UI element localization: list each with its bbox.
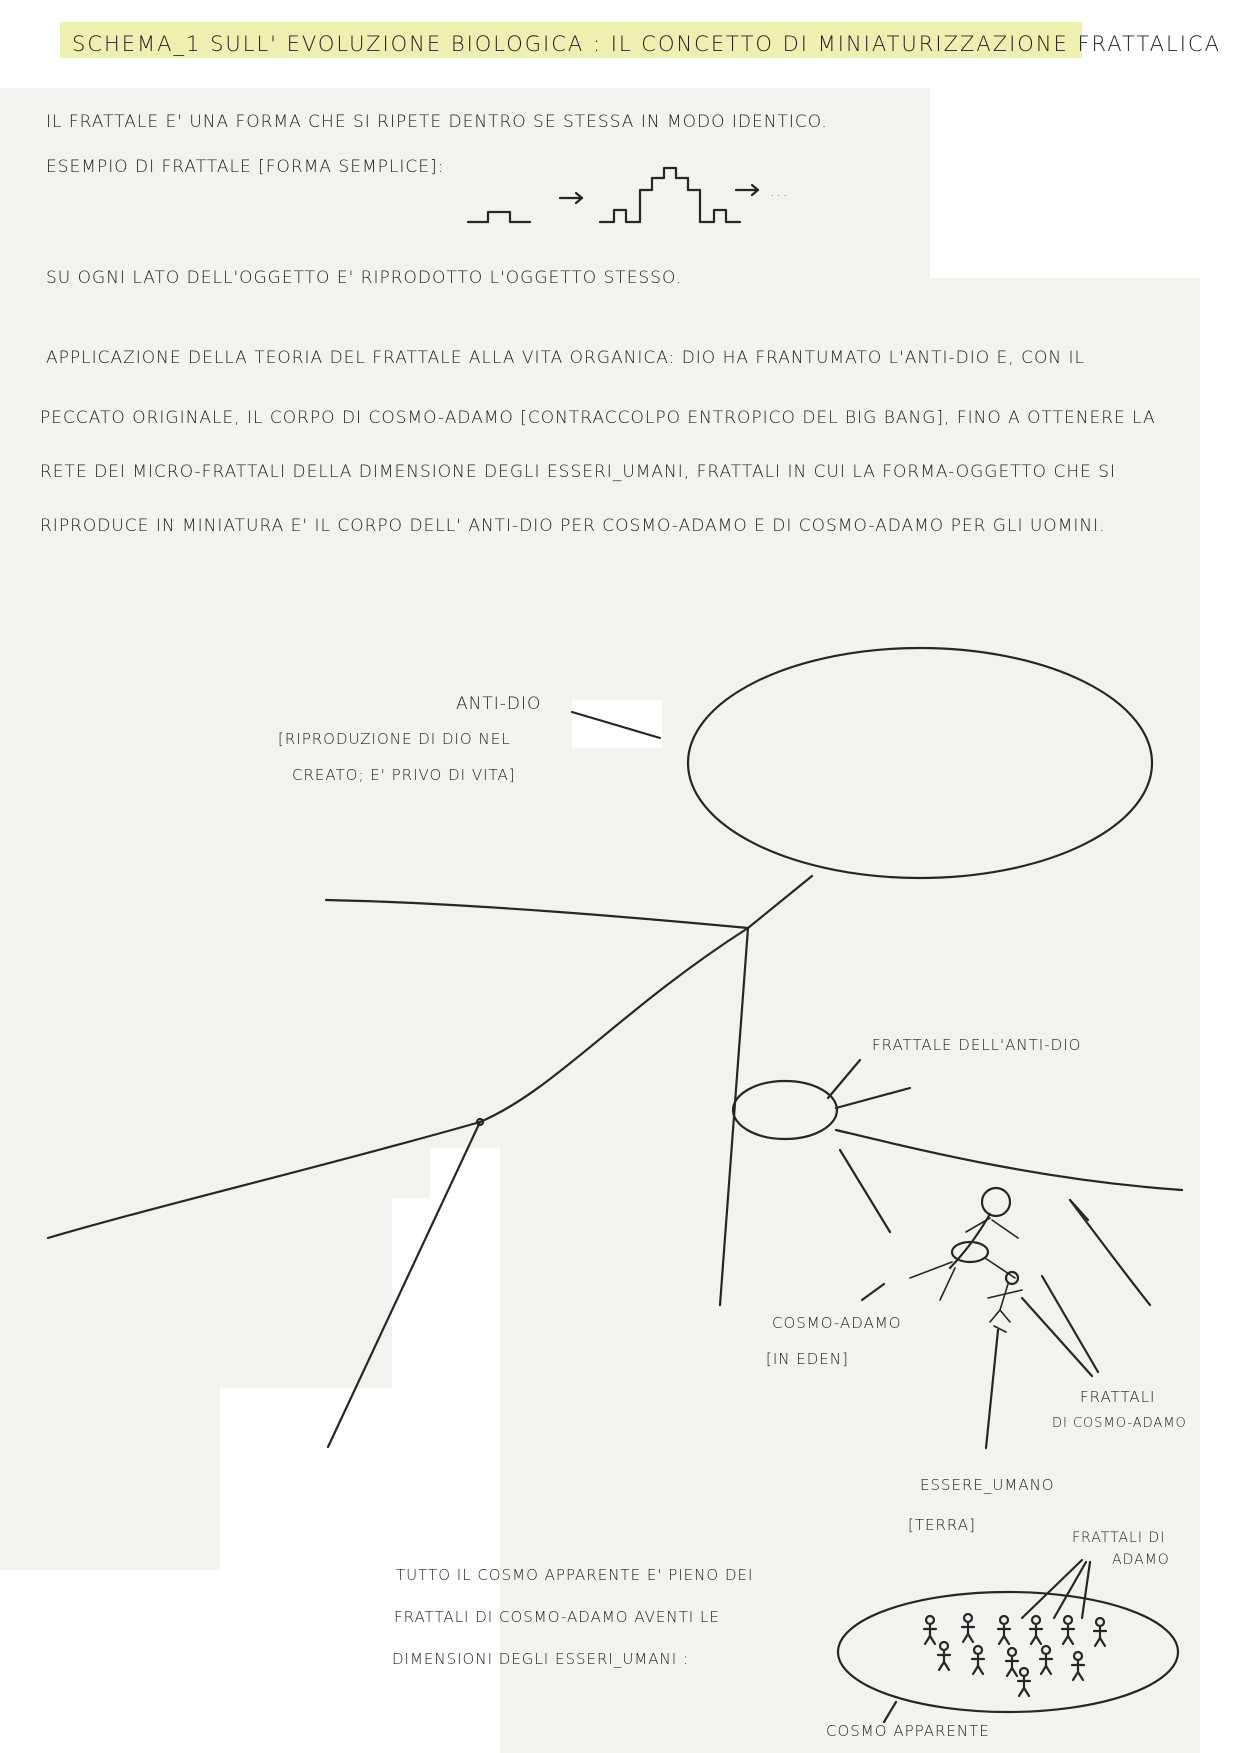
fractal-definition: IL FRATTALE E' UNA FORMA CHE SI RIPETE DENTRO SE STESSA IN MODO IDENTICO. [46, 112, 828, 132]
conclusion-line-1: TUTTO IL COSMO APPARENTE E' PIENO DEI [396, 1566, 754, 1584]
branch-long-diagonal [480, 928, 748, 1122]
fractals-cosmo-adamo-label-2: DI COSMO-ADAMO [1052, 1416, 1187, 1431]
stick-figure [1072, 1652, 1084, 1680]
stick-figure [1094, 1618, 1106, 1646]
cosmo-adamo-small-head [1006, 1272, 1018, 1284]
application-line-4: RIPRODUCE IN MINIATURA E' IL CORPO DELL' ANTI-DIO PER COSMO-ADAMO E DI COSMO-ADAMO PER GLI UOMINI. [40, 516, 1106, 536]
stick-figure [938, 1642, 950, 1670]
application-line-3: RETE DEI MICRO-FRATTALI DELLA DIMENSIONE DEGLI ESSERI_UMANI, FRATTALI IN CUI LA FORMA-OGGETTO CHE SI [40, 462, 1117, 482]
fractal-example-step-1 [468, 212, 530, 222]
stick-figure [1006, 1648, 1018, 1676]
anti-dio-ellipse [688, 648, 1152, 878]
fractals-cosmo-adamo-leader-1 [1042, 1276, 1098, 1372]
essere-umano-stem [986, 1330, 998, 1448]
cosmo-adamo-small-leg-2 [1000, 1310, 1010, 1322]
conclusion-line-2: FRATTALI DI COSMO-ADAMO AVENTI LE [394, 1608, 720, 1626]
fractals-adamo-label-1: FRATTALI DI [1072, 1530, 1166, 1546]
fractal-anti-dio-label: FRATTALE DELL'ANTI-DIO [872, 1036, 1082, 1054]
fractal-branch-right-top [836, 1088, 910, 1108]
fractal-side-note: SU OGNI LATO DELL'OGGETTO E' RIPRODOTTO L'OGGETTO STESSO. [46, 268, 683, 288]
essere-umano-label: ESSERE_UMANO [920, 1476, 1055, 1494]
stick-figure [998, 1616, 1010, 1644]
cosmo-adamo-tiny-mark [994, 1326, 1006, 1332]
cosmo-adamo-leader [862, 1284, 884, 1300]
fractal-example-step-2 [600, 168, 740, 222]
fractal-branch-right-stub [1070, 1200, 1088, 1220]
fractal-example-continuation: ... [770, 184, 790, 200]
anti-dio-desc-2: CREATO; E' PRIVO DI VITA] [292, 766, 516, 784]
stick-figure [1040, 1646, 1052, 1674]
cosmo-adamo-head [982, 1188, 1010, 1216]
cosmo-adamo-small-leg-1 [990, 1310, 1000, 1322]
cosmo-adamo-label: COSMO-ADAMO [772, 1314, 902, 1332]
fractals-adamo-leader-1 [1022, 1560, 1082, 1618]
fractal-branch-down [840, 1150, 890, 1232]
fractals-adamo-label-2: ADAMO [1112, 1552, 1170, 1568]
conclusion-line-3: DIMENSIONI DEGLI ESSERI_UMANI : [392, 1650, 689, 1668]
fractals-cosmo-adamo-leader-2 [1022, 1298, 1092, 1376]
application-line-1: APPLICAZIONE DELLA TEORIA DEL FRATTALE ALLA VITA ORGANICA: DIO HA FRANTUMATO L'ANTI-DIO E, CON IL [46, 348, 1085, 368]
stick-figure [972, 1646, 984, 1674]
stick-figure [962, 1614, 974, 1642]
fractal-anti-dio-leader [828, 1060, 860, 1098]
branch-upper-left [326, 900, 748, 928]
anti-dio-desc-1: [RIPRODUZIONE DI DIO NEL [278, 730, 511, 748]
anti-dio-leader [572, 712, 660, 738]
branch-lower-left [48, 1122, 480, 1238]
cosmo-apparente-label: COSMO APPARENTE [826, 1722, 990, 1740]
essere-umano-place: [TERRA] [908, 1516, 976, 1534]
cosmo-apparente-leader [884, 1702, 896, 1722]
people-stick-figures [924, 1614, 1106, 1696]
fractal-example-label: ESEMPIO DI FRATTALE [FORMA SEMPLICE]: [46, 157, 445, 177]
anti-dio-label: ANTI-DIO [456, 694, 542, 714]
stick-figure [1030, 1616, 1042, 1644]
fractals-adamo-leader-3 [1082, 1562, 1090, 1618]
cosmo-adamo-arm-left [966, 1218, 990, 1232]
cosmo-adamo-arm-right [992, 1220, 1018, 1238]
fractal-anti-dio-ellipse [733, 1081, 837, 1139]
cosmo-adamo-sub-branch-3 [985, 1258, 1015, 1278]
cosmo-adamo-small-body [1000, 1284, 1008, 1310]
stick-figure [924, 1616, 936, 1644]
branch-lower-spike [328, 1122, 480, 1447]
stick-figure [1062, 1616, 1074, 1644]
page-title: SCHEMA_1 SULL' EVOLUZIONE BIOLOGICA : IL CONCETTO DI MINIATURIZZAZIONE FRATTALICA [72, 32, 1221, 56]
cosmo-adamo-sub-branch-2 [940, 1268, 955, 1300]
anti-dio-stem [748, 876, 812, 928]
cosmo-adamo-sub-branch-1 [910, 1262, 952, 1278]
application-line-2: PECCATO ORIGINALE, IL CORPO DI COSMO-ADAMO [CONTRACCOLPO ENTROPICO DEL BIG BANG], FINO A OTTENERE LA [40, 408, 1156, 428]
fractal-branch-long-right [836, 1130, 1182, 1190]
fractal-branch-right-fork [1070, 1200, 1150, 1305]
stick-figure [1018, 1668, 1030, 1696]
cosmo-adamo-place: [IN EDEN] [766, 1350, 849, 1368]
fractals-cosmo-adamo-label-1: FRATTALI [1080, 1388, 1156, 1406]
